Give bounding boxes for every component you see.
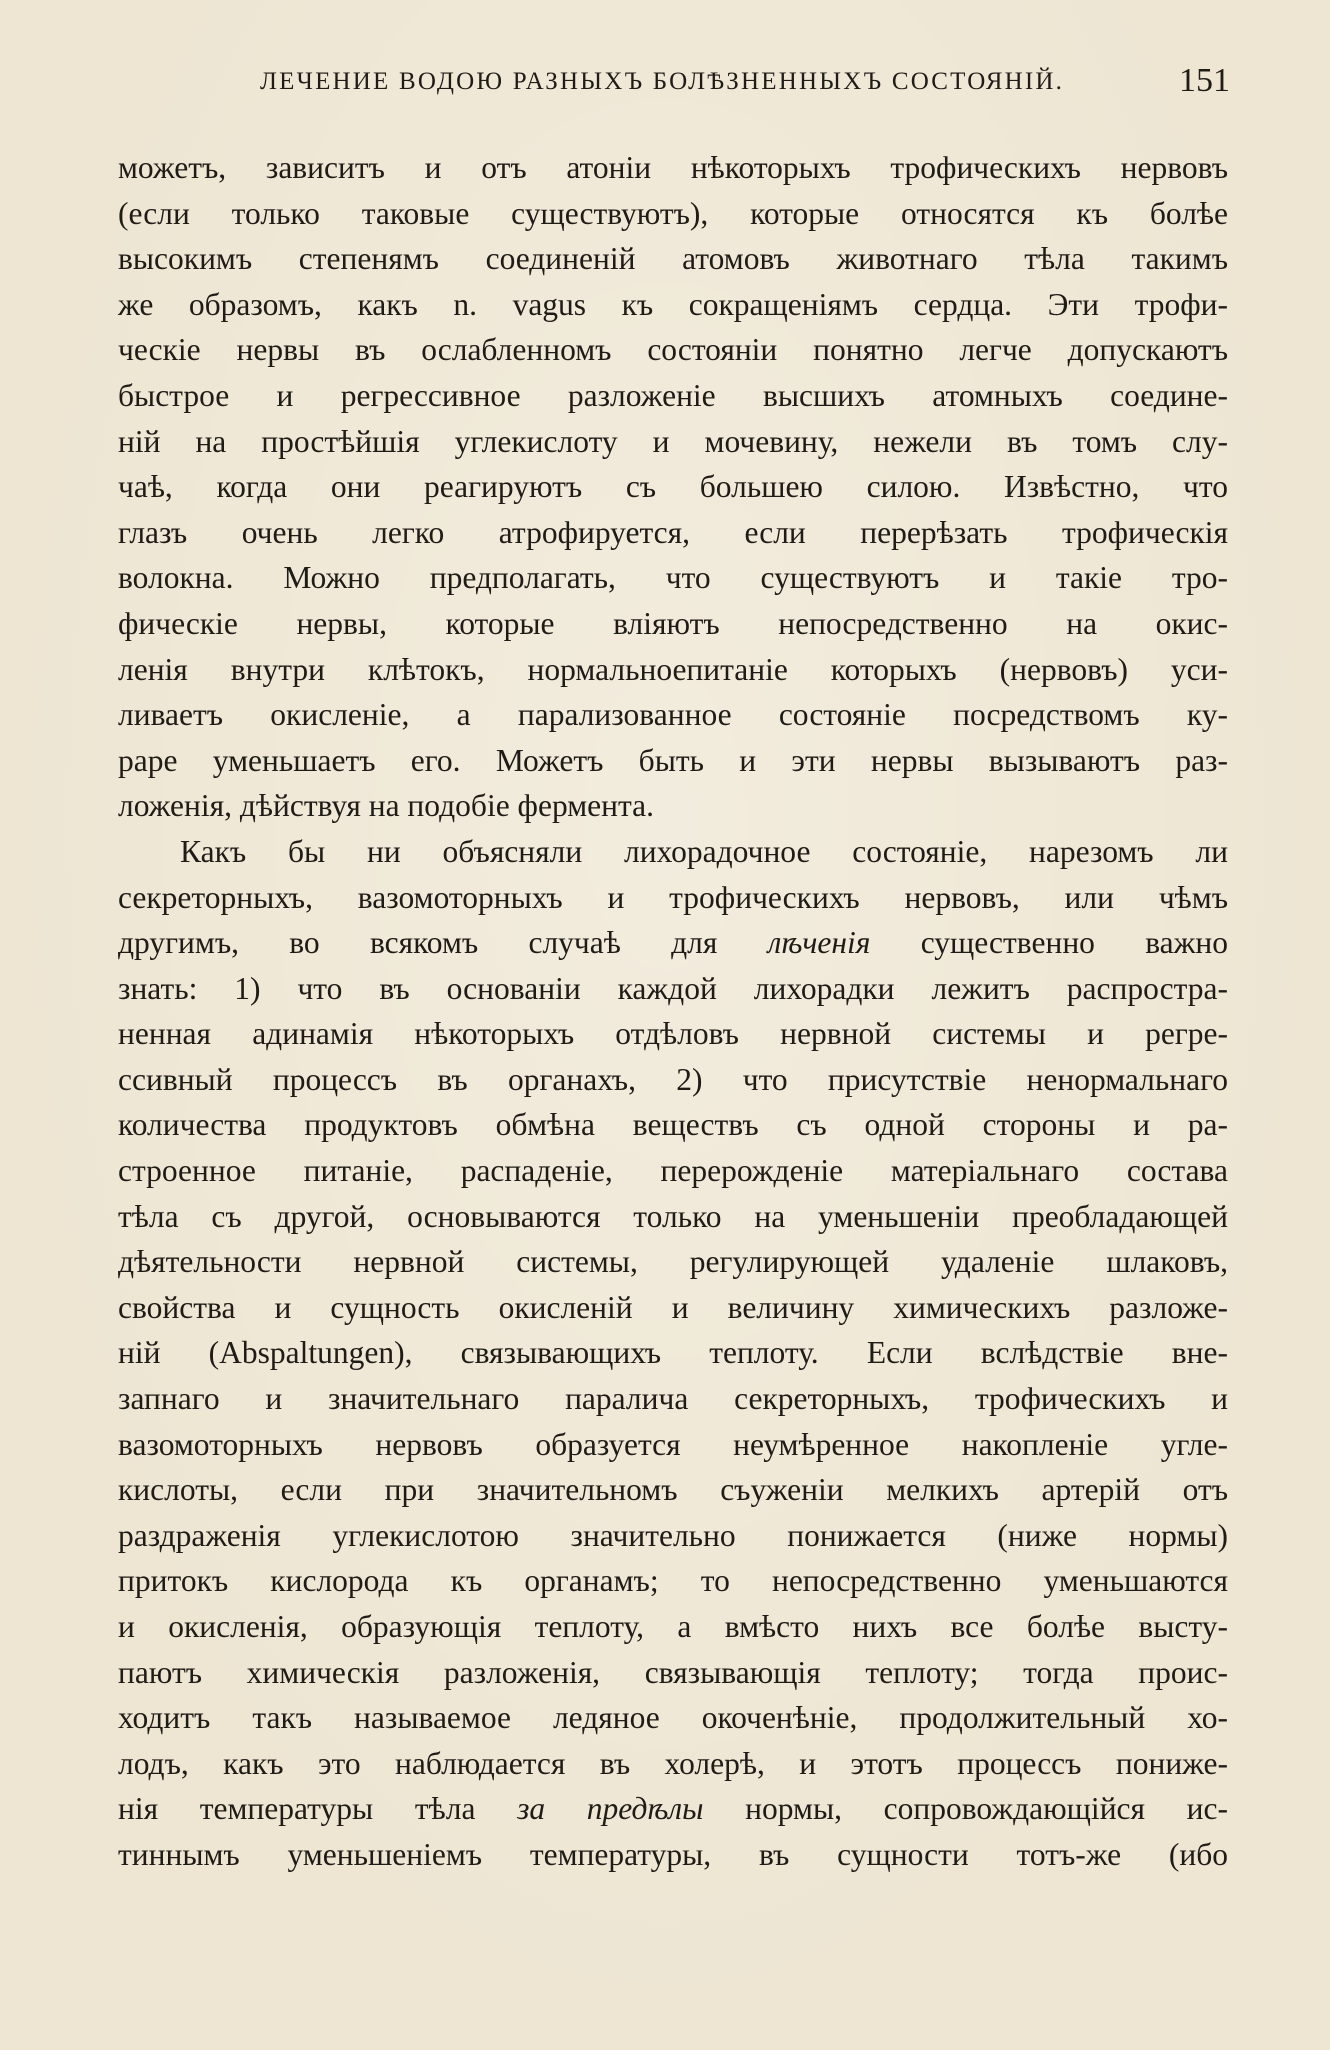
text-segment: нормы, сопровождающійся ис-	[745, 1791, 1228, 1827]
paragraph-1	[118, 145, 1228, 829]
text-line-with-italic	[118, 1786, 1228, 1832]
text-line: ненная адинамія нѣкоторыхъ отдѣловъ нервной системы и регре-	[118, 1016, 1228, 1052]
text-line: количества продуктовъ обмѣна веществъ съ одной стороны и ра-	[118, 1107, 1228, 1143]
italic-term: лѣченія	[767, 925, 871, 961]
text-line: притокъ кислорода къ органамъ; то непосредственно уменьшаются	[118, 1563, 1228, 1599]
text-line: раздраженія углекислотою значительно понижается (ниже нормы)	[118, 1517, 1228, 1553]
page-header	[260, 62, 1230, 106]
text-line: же образомъ, какъ n. vagus къ сокращеніямъ сердца. Эти трофи-	[118, 286, 1228, 322]
text-line: лодъ, какъ это наблюдается въ холерѣ, и этотъ процессъ пониже-	[118, 1745, 1228, 1781]
text-line: вазомоторныхъ нервовъ образуется неумѣренное накопленіе угле-	[118, 1426, 1228, 1462]
text-line: ссивный процессъ въ органахъ, 2) что присутствіе ненормальнаго	[118, 1061, 1228, 1097]
text-line: быстрое и регрессивное разложеніе высшихъ атомныхъ соедине-	[118, 377, 1228, 413]
text-line: строенное питаніе, распаденіе, перерожденіе матеріальнаго состава	[118, 1153, 1228, 1189]
text-line: и окисленія, образующія теплоту, а вмѣсто нихъ все болѣе высту-	[118, 1609, 1228, 1644]
text-line: знать: 1) что въ основаніи каждой лихорадки лежитъ распростра-	[118, 970, 1228, 1006]
page-number: 151	[1179, 62, 1230, 99]
text-line: раре уменьшаетъ его. Можетъ быть и эти нервы вызываютъ раз-	[118, 742, 1228, 778]
text-segment: другимъ, во всякомъ случаѣ для	[118, 925, 718, 961]
text-line: паютъ химическія разложенія, связывающія теплоту; тогда проис-	[118, 1654, 1228, 1690]
text-line: тѣла съ другой, основываются только на уменьшеніи преобладающей	[118, 1198, 1228, 1234]
text-line: чаѣ, когда они реагируютъ съ большею силою. Извѣстно, что	[118, 469, 1228, 505]
text-line: секреторныхъ, вазомоторныхъ и трофическихъ нервовъ, или чѣмъ	[118, 879, 1228, 915]
italic-term: за предѣлы	[517, 1791, 704, 1827]
text-line: глазъ очень легко атрофируется, если перерѣзать трофическія	[118, 514, 1228, 550]
text-line: запнаго и значительнаго паралича секреторныхъ, трофическихъ и	[118, 1381, 1228, 1417]
running-head: ЛЕЧЕНИЕ ВОДОЮ РАЗНЫХЪ БОЛѢЗНЕННЫХЪ СОСТОЯНІЙ.	[260, 68, 1065, 95]
text-line: ходитъ такъ называемое ледяное окоченѣніе, продолжительный хо-	[118, 1700, 1228, 1736]
text-line: ленія внутри клѣтокъ, нормальноепитаніе которыхъ (нервовъ) уси-	[118, 651, 1228, 687]
text-line: ложенія, дѣйствуя на подобіе фермента.	[118, 788, 654, 824]
text-line-with-italic	[118, 920, 1228, 966]
text-line: можетъ, зависитъ и отъ атоніи нѣкоторыхъ трофическихъ нервовъ	[118, 150, 1228, 185]
text-line: ній на простѣйшія углекислоту и мочевину, нежели въ томъ слу-	[118, 423, 1228, 459]
text-line: волокна. Можно предполагать, что существуютъ и такіе тро-	[118, 560, 1228, 596]
text-line: (если только таковые существуютъ), которые относятся къ болѣе	[118, 195, 1228, 231]
text-line: Какъ бы ни объясняли лихорадочное состояніе, нарезомъ ли	[180, 833, 1228, 869]
text-segment: нія температуры тѣла	[118, 1791, 476, 1827]
body-text	[118, 145, 1228, 1878]
text-line: дѣятельности нервной системы, регулирующей удаленіе шлаковъ,	[118, 1244, 1228, 1280]
text-line: ливаетъ окисленіе, а парализованное состояніе посредствомъ ку-	[118, 697, 1228, 733]
text-line: высокимъ степенямъ соединеній атомовъ животнаго тѣла такимъ	[118, 241, 1228, 277]
text-line: ческіе нервы въ ослабленномъ состояніи понятно легче допускаютъ	[118, 332, 1228, 368]
text-segment: существенно важно	[920, 925, 1229, 961]
text-line: фическіе нервы, которые вліяютъ непосредственно на окис-	[118, 605, 1228, 641]
paragraph-2	[118, 829, 1228, 1878]
text-line: тиннымъ уменьшеніемъ температуры, въ сущности тотъ-же (ибо	[118, 1836, 1228, 1872]
text-line: свойства и сущность окисленій и величину химическихъ разложе-	[118, 1289, 1228, 1325]
text-line: ній (Abspaltungen), связывающихъ теплоту. Если вслѣдствіе вне-	[118, 1335, 1228, 1371]
text-line: кислоты, если при значительномъ съуженіи мелкихъ артерій отъ	[118, 1472, 1228, 1508]
